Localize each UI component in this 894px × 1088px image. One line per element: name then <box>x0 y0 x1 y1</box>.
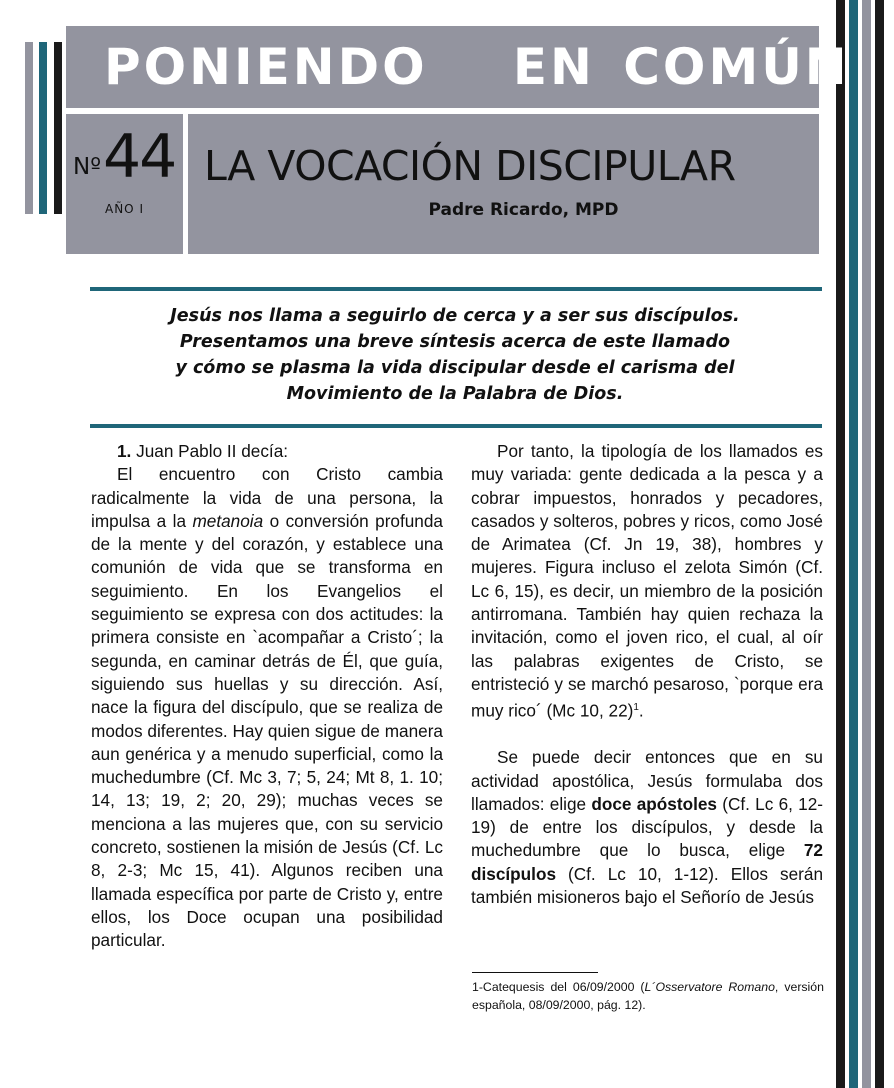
issue-number: 44 <box>103 122 176 192</box>
top-divider <box>90 287 822 291</box>
right-bar-dark-1 <box>836 0 845 1088</box>
paragraph-4: Se puede decir entonces que en su actividad apostólica, Jesús formulaba dos llamados: elige doce apóstoles (Cf. Lc 6, 12-19) de entre los discípulos, y desde la muchedumbre que lo busca, elige 72 discípulos (Cf. Lc 10, 1-12). Ellos serán también misioneros bajo el Señorío de Jesús <box>471 747 823 908</box>
article-title: LA VOCACIÓN DISCIPULAR <box>204 142 736 190</box>
publication-banner <box>66 26 850 108</box>
left-column <box>91 440 443 953</box>
paragraph-1: 1. Juan Pablo II decía: <box>117 441 289 461</box>
paragraph-2: El encuentro con Cristo cambia radicalmente la vida de una persona, la impulsa a la metanoia o conversión profunda de la mente y del corazón, y establece una comunión de vida que se transforma en seguimiento. En los Evangelios el seguimiento se expresa con dos actitudes: la primera consiste en `acompañar a Cristo´; la segunda, en caminar detrás de Él, que guía, siguiendo sus huellas y su dirección. Así, nace la figura del discípulo, que se realiza de modos diferentes. Hay quien sigue de manera aun genérica y a menudo superficial, como la muchedumbre (Cf. Mc 3, 7; 5, 24; Mt 8, 1. 10; 14, 13; 19, 2; 20, 29); muchas veces se menciona a las mujeres que, con su servicio concreto, sostienen la misión de Jesús (Cf. Lc 8, 2-3; Mc 15, 41). Algunos reciben una llamada específica por parte de Cristo y, entre ellos, los Doce ocupan una posibilidad particular. <box>91 464 443 951</box>
bottom-divider <box>90 424 822 428</box>
intro-line: y cómo se plasma la vida discipular desde el carisma del <box>175 358 735 378</box>
right-bar-dark-2 <box>875 0 884 1088</box>
footnote-rule <box>472 972 598 973</box>
intro-summary <box>110 303 800 407</box>
intro-line: Presentamos una breve síntesis acerca de este llamado <box>179 332 731 352</box>
issue-prefix: Nº <box>73 154 102 180</box>
intro-line: Movimiento de la Palabra de Dios. <box>286 384 624 404</box>
intro-line: Jesús nos llama a seguirlo de cerca y a ser sus discípulos. <box>170 306 740 326</box>
issue-year: AÑO I <box>105 202 144 216</box>
footnote: 1-Catequesis del 06/09/2000 (L´Osservatore Romano, versión española, 08/09/2000, pág. 12). <box>472 980 824 1012</box>
left-bar-gray <box>25 42 33 214</box>
article-author: Padre Ricardo, MPD <box>428 200 619 220</box>
article-heading-box <box>188 114 819 254</box>
left-bar-dark <box>54 42 62 214</box>
left-bar-teal <box>39 42 47 214</box>
footnote-ref: 1 <box>633 702 639 714</box>
right-column <box>471 440 823 909</box>
publication-title: PONIENDO EN COMÚN <box>104 38 850 96</box>
issue-box <box>66 114 183 254</box>
right-bar-gray <box>862 0 871 1088</box>
section-number: 1. <box>117 441 132 461</box>
right-bar-teal <box>849 0 858 1088</box>
paragraph-3: Por tanto, la tipología de los llamados es muy variada: gente dedicada a la pesca y a cobrar impuestos, honrados y pecadores, casados y solteros, pobres y ricos, como José de Arimatea (Cf. Jn 19, 38), hombres y mujeres. Figura incluso el zelota Simón (Cf. Lc 6, 15), es decir, un miembro de la posición antirromana. También hay quien rechaza la invitación, como el joven rico, el cual, al oír las palabras exigentes de Cristo, se entristeció y se marchó pesaroso, `porque era muy rico´ (Mc 10, 22)$^1$. <box>471 441 823 721</box>
